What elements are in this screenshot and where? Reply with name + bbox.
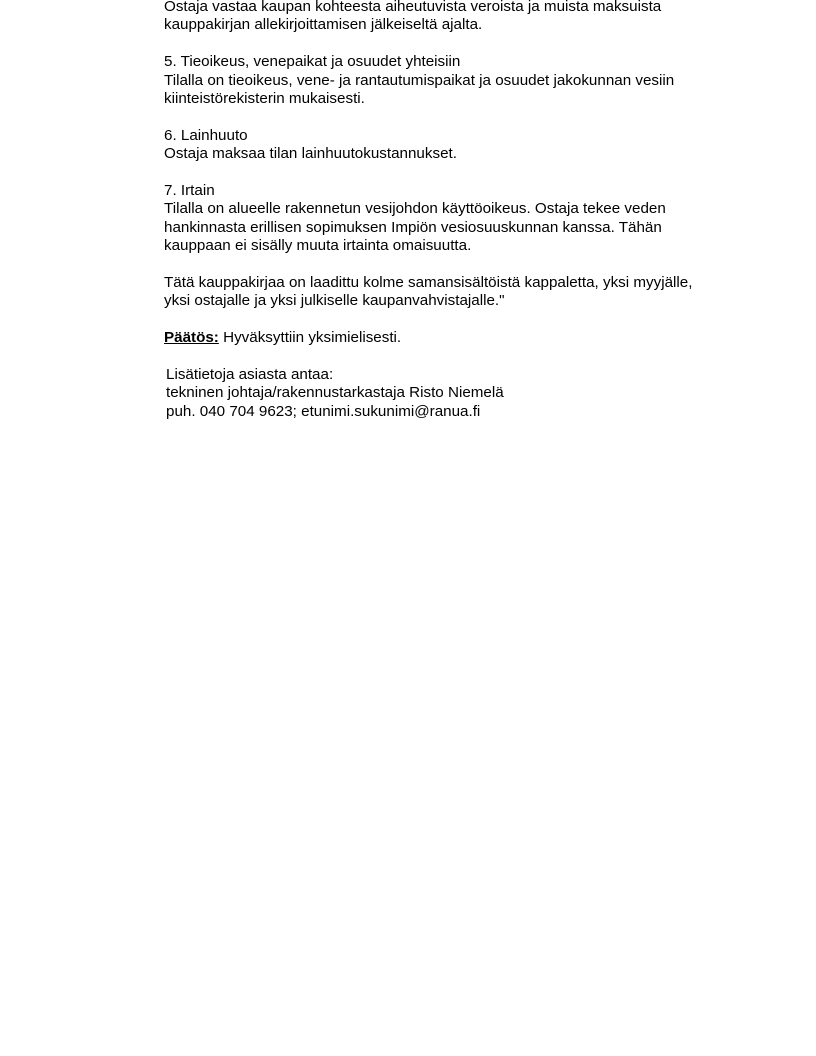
- document-body: [164, 0, 744, 421]
- body-line: kauppaan ei sisälly muuta irtainta omaisuutta.: [164, 237, 472, 255]
- decision-paragraph: [164, 329, 744, 347]
- section-4-tail: [164, 0, 744, 35]
- body-line: Tätä kauppakirjaa on laadittu kolme samansisältöistä kappaletta, yksi myyjälle,: [164, 274, 693, 292]
- decision-text: Hyväksyttiin yksimielisesti.: [218, 329, 402, 347]
- closing-paragraph: [164, 274, 744, 311]
- body-line: Tilalla on tieoikeus, vene- ja rantautumispaikat ja osuudet jakokunnan vesiin: [164, 71, 675, 89]
- contact-info: [164, 366, 744, 421]
- section-5: [164, 53, 744, 108]
- body-line: kiinteistörekisterin mukaisesti.: [164, 90, 365, 108]
- body-line: yksi ostajalle ja yksi julkiselle kaupanvahvistajalle.": [164, 292, 505, 310]
- decision-label: Päätös:: [164, 329, 219, 347]
- section-heading: 6. Lainhuuto: [164, 126, 248, 144]
- body-line: kauppakirjan allekirjoittamisen jälkeiseltä ajalta.: [164, 16, 483, 34]
- body-line: hankinnasta erillisen sopimuksen Impiön vesiosuuskunnan kanssa. Tähän: [164, 218, 662, 236]
- section-6: [164, 127, 744, 164]
- contact-line: Lisätietoja asiasta antaa:: [166, 366, 334, 384]
- body-line: Ostaja maksaa tilan lainhuutokustannukset.: [164, 145, 457, 163]
- body-line: Tilalla on alueelle rakennetun vesijohdon käyttöoikeus. Ostaja tekee veden: [164, 200, 666, 218]
- contact-line: tekninen johtaja/rakennustarkastaja Risto Niemelä: [166, 384, 504, 402]
- contact-line: puh. 040 704 9623; etunimi.sukunimi@ranua.fi: [166, 402, 481, 420]
- body-line: Ostaja vastaa kaupan kohteesta aiheutuvista veroista ja muista maksuista: [164, 0, 662, 15]
- section-heading: 7. Irtain: [164, 182, 215, 200]
- decision-line: [164, 329, 744, 347]
- section-7: [164, 182, 744, 256]
- section-heading: 5. Tieoikeus, venepaikat ja osuudet yhteisiin: [164, 53, 461, 71]
